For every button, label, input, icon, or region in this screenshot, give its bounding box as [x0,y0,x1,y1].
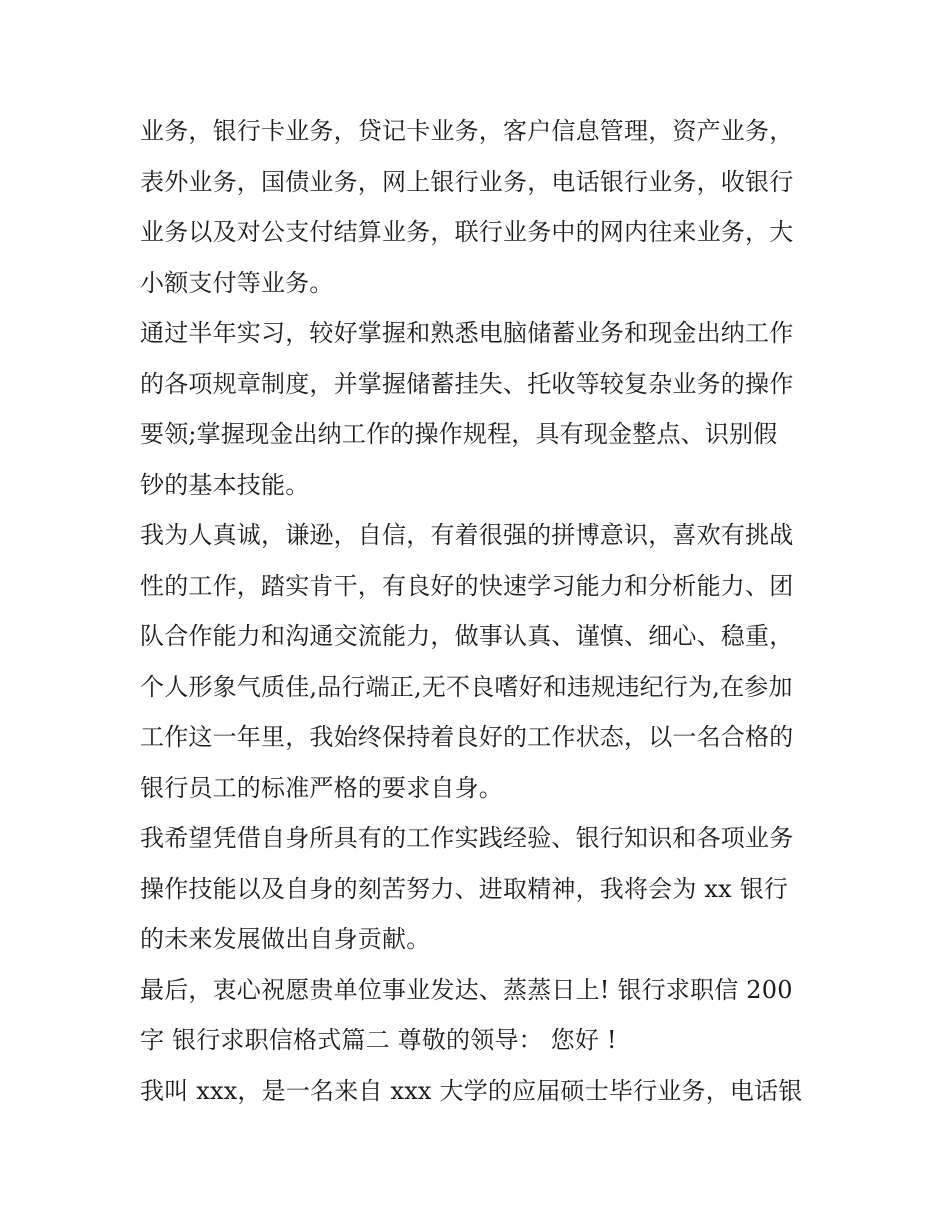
text-line: 要领;掌握现金出纳工作的操作规程，具有现金整点、识别假 [140,420,778,448]
text-line: 钞的基本技能。 [140,470,310,499]
paragraph-4 [140,813,820,965]
text-line: 性的工作，踏实肯干，有良好的快速学习能力和分析能力、团 [140,571,794,600]
text-line: 小额支付等业务。 [140,268,334,297]
text-line: 我希望凭借自身所具有的工作实践经验、银行知识和各项业务 [140,824,794,852]
paragraph-6 [140,1066,820,1117]
text-line: 我为人真诚，谦逊，自信，有着很强的拼博意识，喜欢有挑战 [140,521,794,549]
text-line: 我叫 xxx，是一名来自 xxx 大学的应届硕士毕行业务，电话银 [140,1076,803,1105]
paragraph-1 [140,106,820,308]
text-line: 表外业务，国债业务，网上银行业务，电话银行业务，收银行 [140,167,794,196]
text-line: 字 银行求职信格式篇二 尊敬的领导： 您好 ! [140,1026,617,1054]
text-line: 最后，衷心祝愿贵单位事业发达、蒸蒸日上! 银行求职信 200 [140,975,793,1004]
text-line: 的未来发展做出自身贡献。 [140,925,431,953]
paragraph-3 [140,510,820,813]
text-line: 通过半年实习，较好掌握和熟悉电脑储蓄业务和现金出纳工作 [140,319,794,347]
text-line: 业务以及对公支付结算业务，联行业务中的网内往来业务，大 [140,218,794,246]
text-line: 操作技能以及自身的刻苦努力、进取精神，我将会为 xx 银行 [140,874,789,903]
text-line: 业务，银行卡业务，贷记卡业务，客户信息管理，资产业务， [140,117,794,145]
paragraph-5 [140,965,820,1066]
text-line: 工作这一年里，我始终保持着良好的工作状态，以一名合格的 [140,723,794,751]
document-body [140,106,820,1116]
text-line: 的各项规章制度，并掌握储蓄挂失、托收等较复杂业务的操作 [140,369,794,398]
text-line: 银行员工的标准严格的要求自身。 [140,773,503,802]
text-line: 个人形象气质佳,品行端正,无不良嗜好和违规违纪行为,在参加 [140,672,793,701]
text-line: 队合作能力和沟通交流能力，做事认真、谨慎、细心、稳重， [140,622,794,650]
paragraph-2 [140,308,820,510]
